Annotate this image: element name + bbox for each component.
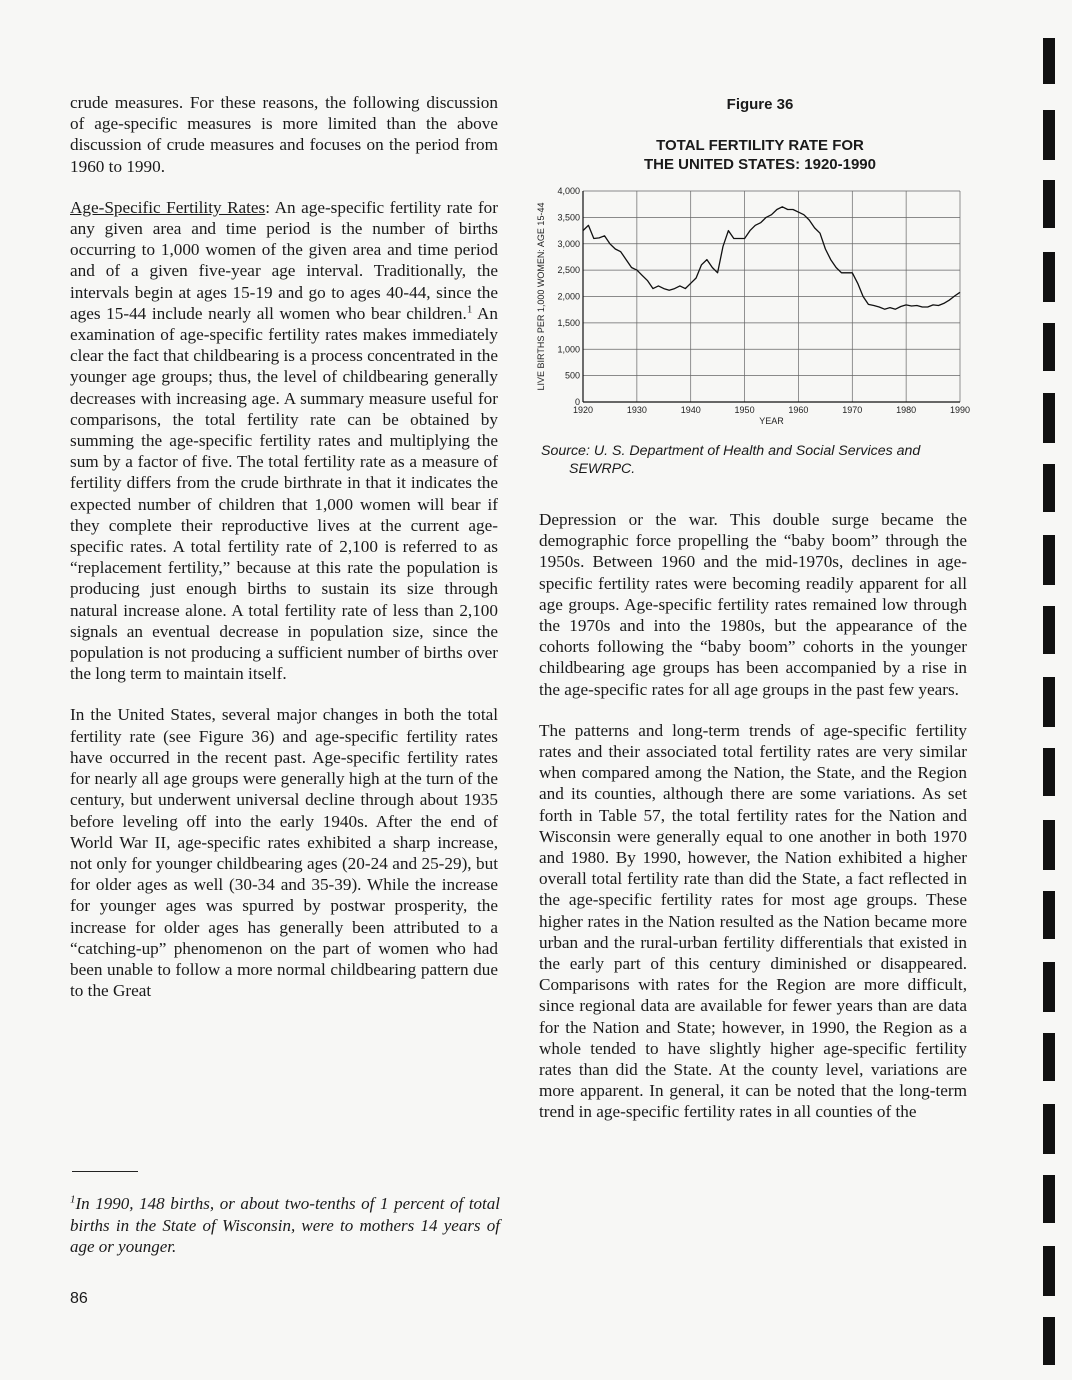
chart-grid — [583, 191, 960, 402]
binding-hole-mark — [1043, 606, 1055, 654]
binding-hole-mark — [1043, 1175, 1055, 1223]
section-heading: Age-Specific Fertility Rates — [70, 197, 266, 217]
binding-hole-mark — [1043, 748, 1055, 796]
footnote-divider — [72, 1171, 138, 1172]
fertility-rate-series-line — [583, 207, 960, 309]
paragraph: Depression or the war. This double surge became the demographic force propelling the “baby boom” through the 1950s. Between 1960 and the mid-1970s, declines in age-specific fertility rates were becoming readily apparent for all age groups. Age-specific fertility rates remained low through the 1970s and into the 1980s, but the appearance of the cohorts following the “baby boom” cohorts in the younger childbearing age groups has been accompanied by a rise in the age-specific rates for all age groups in the past few years. — [539, 510, 967, 699]
figure-title-line: TOTAL FERTILITY RATE FOR — [656, 137, 864, 154]
paragraph: In the United States, several major changes in both the total fertility rate (see Figure 36) and age-specific fertility rates have occurred in the recent past. Age-specific fertility rates for nearly all age groups were generally high at the turn of the century, but underwent universal decline through about 1935 before leveling off into the early 1940s. After the end of World War II, age-specific rates exhibited a sharp increase, not only for younger childbearing ages (20-24 and 25-29), but for older ages as well (30-34 and 35-39). While the increase for younger ages was spurred by postwar prosperity, the increase for older ages has generally been attributed to a “catching-up” phenomenon on the part of women who had been unable to follow a more normal childbearing pattern due to the Great — [70, 705, 498, 1001]
y-tick-label: 500 — [564, 370, 580, 381]
footnote-text: In 1990, 148 births, or about two-tenths of 1 percent of total births in the State of Wisconsin, were to mothers 14 years of age or younger. — [70, 1194, 500, 1256]
binding-hole-mark — [1043, 535, 1055, 585]
footnote — [70, 1193, 500, 1258]
figure-title — [600, 136, 920, 174]
x-tick-label: 1960 — [788, 405, 809, 415]
paragraph-text: : An age-specific fertility rate for any given area and time period is the number of births occurring to 1,000 women of the given area and time period and of a given five-year age interval. Traditionally, the intervals begin at ages 15-19 and go to ages 40-44, since the ages 15-44 include nearly all women who bear children. — [70, 197, 498, 323]
y-axis-label: LIVE BIRTHS PER 1,000 WOMEN: AGE 15-44 — [536, 202, 546, 391]
y-tick-label: 1,500 — [557, 317, 580, 328]
y-tick-label: 2,500 — [557, 265, 580, 276]
page-number: 86 — [70, 1290, 88, 1307]
binding-hole-mark — [1043, 464, 1055, 512]
y-tick-label: 3,500 — [557, 212, 580, 223]
x-axis-label: YEAR — [759, 416, 784, 426]
x-tick-label: 1940 — [680, 405, 701, 415]
y-tick-label: 0 — [574, 397, 580, 407]
x-tick-label: 1990 — [949, 405, 971, 415]
binding-hole-mark — [1043, 677, 1055, 727]
binding-hole-mark — [1043, 38, 1055, 84]
source-text: U. S. Department of Health and Social Services and — [589, 443, 921, 459]
y-tick-label: 3,000 — [557, 238, 580, 249]
footnote-reference[interactable]: 1 — [466, 303, 473, 316]
binding-hole-mark — [1043, 252, 1055, 302]
source-text: SEWRPC. — [569, 461, 636, 477]
binding-hole-mark — [1043, 393, 1055, 443]
chart-series — [583, 207, 960, 309]
binding-hole-mark — [1043, 820, 1055, 870]
x-tick-label: 1950 — [734, 405, 755, 415]
paragraph: crude measures. For these reasons, the following discussion of age-specific measures is more limited than the above discussion of crude measures and focuses on the period from 1960 to 1990. — [70, 93, 498, 176]
x-tick-label: 1930 — [626, 405, 647, 415]
paragraph — [70, 197, 498, 685]
paragraph-text: An examination of age-specific fertility rates makes immediately clear the fact that childbearing is a process concentrated in the younger age groups; thus, the level of childbearing generally decreases with increasing age. A summary measure useful for comparisons, the total fertility rate can be obtained by summing the age-specific fertility rates and multiplying the sum by a factor of five. The total fertility rate as a measure of fertility differs from the crude birthrate in that it indicates the expected number of children that 1,000 women will bear if they complete their reproductive lives at the current age-specific rates. A total fertility rate of 2,100 is referred to as “replacement fertility,” because at this rate the population is producing just enough births to sustain its size through natural increase alone. A total fertility rate of less than 2,100 signals an eventual decrease in population size, since the population is not producing a sufficient number of births over the long term to maintain itself. — [70, 303, 499, 684]
x-tick-label: 1920 — [572, 405, 594, 415]
figure-source — [541, 442, 971, 478]
paragraph: The patterns and long-term trends of age-specific fertility rates and their associated total fertility rates are very similar when compared among the Nation, the State, and the Region and its counties, although there are some variations. As set forth in Table 57, the total fertility rates for the Nation and Wisconsin were generally equal to one another in both 1970 and 1980. By 1990, however, the Nation exhibited a higher overall total fertility rate than did the State, a fact reflected in the age-specific fertility rates for most age groups. These higher rates in the Nation resulted as the Nation became more urban and the rural-urban fertility differentials that existed in the early part of this century diminished or disappeared. Comparisons with rates for the Region are more difficult, since regional data are available for fewer years than are data for the Nation and State; however, in 1990, the Region as a whole tended to have slightly higher age-specific fertility rates than did the State. At the county level, variations are more apparent. In general, it can be noted that the long-term trend in age-specific fertility rates in all counties of the — [539, 720, 967, 1122]
binding-hole-mark — [1043, 1317, 1055, 1365]
binding-hole-mark — [1043, 1033, 1055, 1081]
y-tick-label: 4,000 — [557, 186, 580, 196]
x-tick-label: 1980 — [896, 405, 917, 415]
y-tick-label: 1,000 — [557, 344, 580, 355]
binding-hole-mark — [1043, 1246, 1055, 1296]
x-tick-label: 1970 — [842, 405, 863, 415]
binding-hole-mark — [1043, 180, 1055, 228]
fertility-line-chart — [520, 180, 980, 435]
source-label: Source: — [541, 443, 590, 459]
right-column — [539, 509, 967, 1143]
footnote-marker: 1 — [70, 1193, 76, 1206]
binding-hole-mark — [1043, 110, 1055, 160]
binding-hole-mark — [1043, 323, 1055, 371]
left-column — [70, 92, 498, 1021]
y-tick-label: 2,000 — [557, 291, 580, 302]
binding-hole-mark — [1043, 962, 1055, 1012]
binding-hole-mark — [1043, 891, 1055, 939]
figure-label: Figure 36 — [726, 96, 794, 113]
binding-hole-mark — [1043, 1104, 1055, 1154]
figure-title-line: THE UNITED STATES: 1920-1990 — [643, 156, 876, 173]
